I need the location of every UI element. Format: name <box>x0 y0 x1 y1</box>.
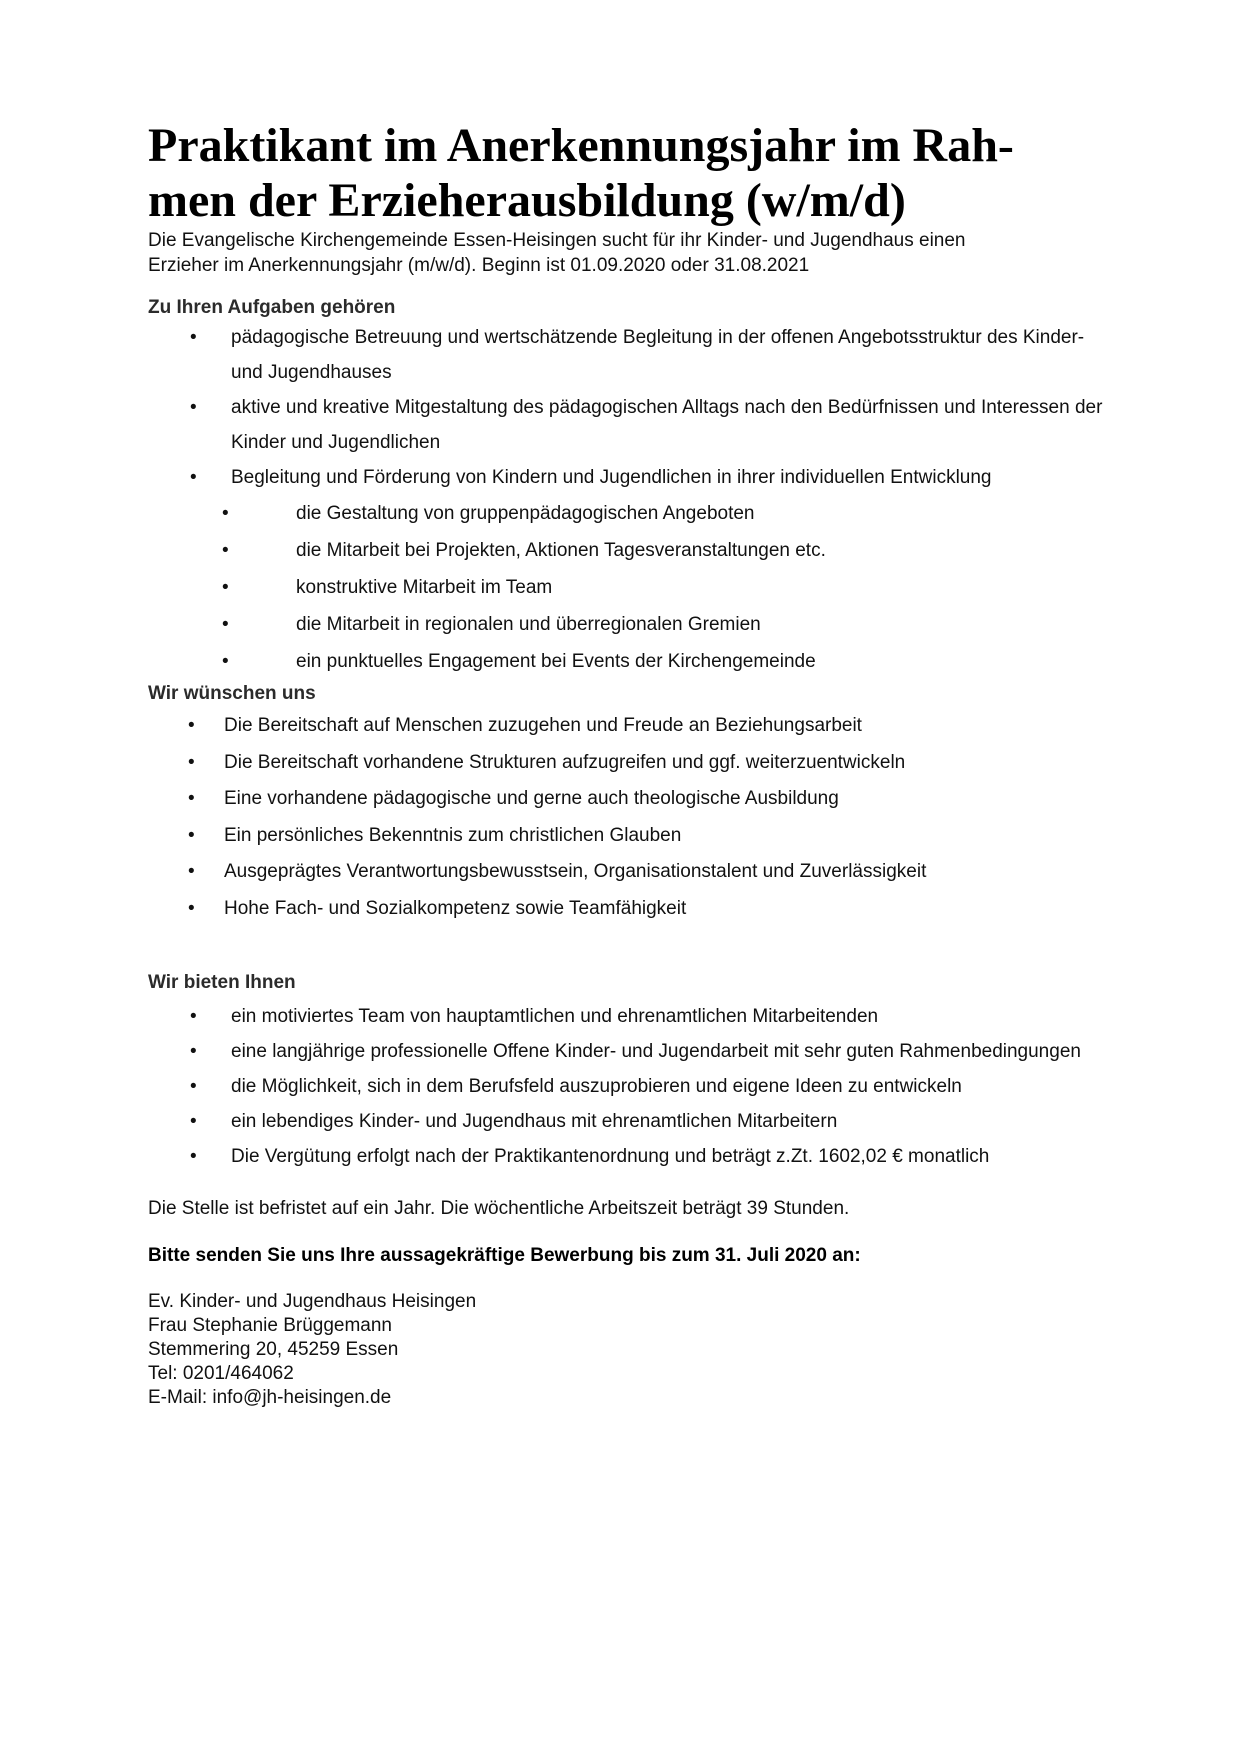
intro-line-2: Erzieher im Anerkennungsjahr (m/w/d). Beginn ist 01.09.2020 oder 31.08.2021 <box>148 255 810 276</box>
contact-block <box>148 1290 1108 1410</box>
offer-item: • Die Vergütung erfolgt nach der Praktikantenordnung und beträgt z.Zt. 1602,02 € monatlich <box>148 1139 1108 1174</box>
wish-item: • Hohe Fach- und Sozialkompetenz sowie Teamfähigkeit <box>148 891 1108 928</box>
contact-person: Frau Stephanie Brüggemann <box>148 1315 392 1336</box>
job-title-line-1: Praktikant im Anerkennungsjahr im Rah- <box>148 119 1014 172</box>
offers-list <box>148 999 1108 1174</box>
offers-heading: Wir bieten Ihnen <box>148 972 296 993</box>
application-call: Bitte senden Sie uns Ihre aussagekräftige Bewerbung bis zum 31. Juli 2020 an: <box>148 1245 861 1266</box>
wish-item: • Die Bereitschaft vorhandene Strukturen aufzugreifen und ggf. weiterzuentwickeln <box>148 745 1108 782</box>
offer-item: • die Möglichkeit, sich in dem Berufsfeld auszuprobieren und eigene Ideen zu entwickeln <box>148 1069 1108 1104</box>
job-title-line-2: men der Erzieherausbildung (w/m/d) <box>148 174 906 227</box>
offer-item: • ein motiviertes Team von hauptamtlichen und ehrenamtlichen Mitarbeitenden <box>148 999 1108 1034</box>
task-item: • aktive und kreative Mitgestaltung des pädagogischen Alltags nach den Bedürfnissen und Interessen der Kinder und Jugendlichen <box>148 390 1108 460</box>
wish-item: • Ausgeprägtes Verantwortungsbewusstsein, Organisationstalent und Zuverlässigkeit <box>148 854 1108 891</box>
wish-item: • Die Bereitschaft auf Menschen zuzugehen und Freude an Beziehungsarbeit <box>148 708 1108 745</box>
wishes-list <box>148 708 1108 927</box>
intro-paragraph <box>148 228 1108 278</box>
task-item: • Begleitung und Förderung von Kindern und Jugendlichen in ihrer individuellen Entwicklung <box>148 460 1108 495</box>
task-sub-item: • die Gestaltung von gruppenpädagogischen Angeboten <box>148 495 1108 532</box>
job-title <box>148 118 1108 228</box>
contact-phone: Tel: 0201/464062 <box>148 1363 294 1384</box>
wish-item: • Eine vorhandene pädagogische und gerne auch theologische Ausbildung <box>148 781 1108 818</box>
contact-organization: Ev. Kinder- und Jugendhaus Heisingen <box>148 1291 477 1312</box>
contact-address: Stemmering 20, 45259 Essen <box>148 1339 399 1360</box>
tasks-heading: Zu Ihren Aufgaben gehören <box>148 297 396 318</box>
task-sub-item: • konstruktive Mitarbeit im Team <box>148 569 1108 606</box>
offer-item: • ein lebendiges Kinder- und Jugendhaus mit ehrenamtlichen Mitarbeitern <box>148 1104 1108 1139</box>
terms-paragraph: Die Stelle ist befristet auf ein Jahr. Die wöchentliche Arbeitszeit beträgt 39 Stunden. <box>148 1198 850 1219</box>
document-content <box>148 118 1108 1410</box>
task-sub-item: • die Mitarbeit in regionalen und überregionalen Gremien <box>148 606 1108 643</box>
contact-email: E-Mail: info@jh-heisingen.de <box>148 1387 392 1408</box>
task-sub-item: • die Mitarbeit bei Projekten, Aktionen Tagesveranstaltungen etc. <box>148 532 1108 569</box>
wishes-heading: Wir wünschen uns <box>148 683 316 704</box>
wish-item: • Ein persönliches Bekenntnis zum christlichen Glauben <box>148 818 1108 855</box>
offer-item: • eine langjährige professionelle Offene Kinder- und Jugendarbeit mit sehr guten Rahmenbedingungen <box>148 1034 1108 1069</box>
task-sub-item: • ein punktuelles Engagement bei Events der Kirchengemeinde <box>148 643 1108 680</box>
intro-line-1: Die Evangelische Kirchengemeinde Essen-Heisingen sucht für ihr Kinder- und Jugendhaus einen <box>148 230 966 251</box>
tasks-list <box>148 320 1108 680</box>
task-item: • pädagogische Betreuung und wertschätzende Begleitung in der offenen Angebotsstruktur des Kinder- und Jugendhauses <box>148 320 1108 390</box>
